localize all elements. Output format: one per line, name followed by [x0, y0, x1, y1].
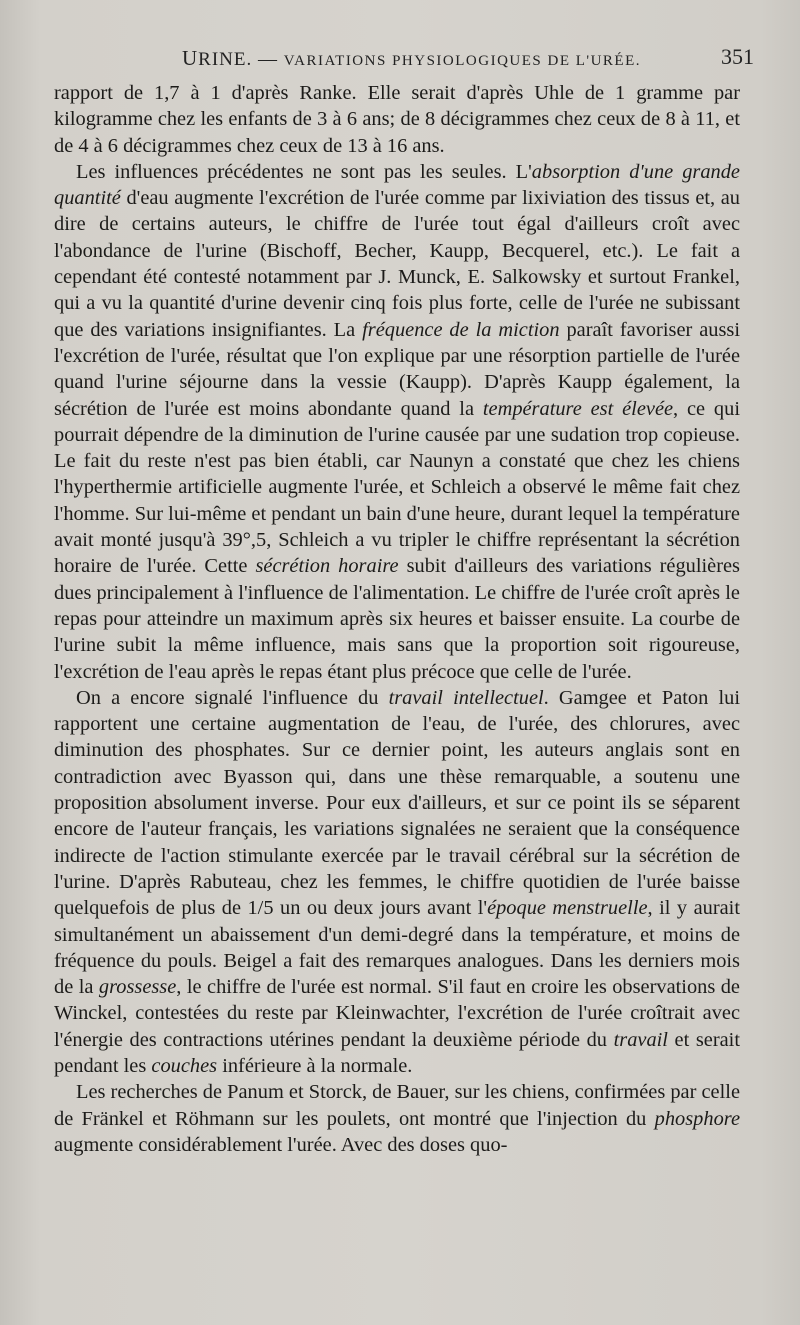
- paragraph: [54, 159, 740, 685]
- text-run: d'eau augmente l'excrétion de l'urée comme par lixiviation des tissus et, au dire de certains auteurs, le chiffre de l'urée tout égal d'ailleurs croît avec l'abondance de l'urine (Bischoff, Becher, Kaupp, Becquerel, etc.). Le fait a cependant été contesté notamment par J. Munck, E. Salkowsky et surtout Frankel, qui a vu la quantité d'urine devenir cinq fois plus forte, celle de l'urée ne subissant que des variations insignifiantes. La: [54, 187, 740, 341]
- italic-term: température est élevée: [482, 397, 674, 420]
- text-run: augmente considérablement l'urée. Avec des doses quo-: [54, 1133, 508, 1156]
- italic-term: couches: [151, 1054, 218, 1077]
- running-title-dash: —: [258, 49, 278, 70]
- text-run: , ce qui pourrait dépendre de la diminution de l'urine causée par une sudation trop copieuse. Le fait du reste n'est pas bien établi, car Naunyn a constaté que chez les chiens l'hyperthermie artificielle augmente l'urée, et Schleich a observé le même fait chez l'homme. Sur lui-même et pendant un bain d'une heure, durant lequel la température avait monté jusqu'à 39°,5, Schleich a vu tripler le chiffre représentant la sécrétion horaire de l'urée. Cette: [54, 397, 740, 578]
- body-text: [54, 80, 740, 1158]
- italic-term: sécrétion horaire: [255, 555, 399, 578]
- page-number: 351: [721, 44, 754, 69]
- text-run: subit d'ailleurs des variations régulières dues principalement à l'influence de l'alimentation. Le chiffre de l'urée croît après le repas pour atteindre un maximum après six heures et baisser ensuite. La courbe de l'urine subit la même influence, mais sans que la proportion soit rigoureuse, l'excrétion de l'eau après le repas étant plus précoce que celle de l'urée.: [54, 555, 740, 683]
- running-title-subject: VARIATIONS PHYSIOLOGIQUES DE L'URÉE.: [283, 53, 642, 69]
- italic-term: grossesse: [98, 976, 177, 999]
- paragraph: [54, 685, 740, 1079]
- text-run: rapport de 1,7 à 1 d'après Ranke. Elle serait d'après Uhle de 1 gramme par kilogramme chez les enfants de 3 à 6 ans; de 8 décigrammes chez ceux de 8 à 11, et de 4 à 6 décigrammes chez ceux de 13 à 16 ans.: [54, 82, 740, 157]
- running-title-initial: U: [182, 46, 199, 70]
- text-run: . Gamgee et Paton lui rapportent une certaine augmentation de l'eau, de l'urée, des chlorures, avec diminution des phosphates. Sur ce dernier point, les auteurs anglais sont en contradiction avec Byasson qui, dans une thèse remarquable, a soutenu une proposition absolument inverse. Pour eux d'ailleurs, et sur ce point ils se séparent encore de l'auteur français, les variations signalées ne seraient que la conséquence indirecte de l'action stimulante exercée par le travail cérébral sur la sécrétion de l'urine. D'après Rabuteau, chez les femmes, le chiffre quotidien de l'urée baisse quelquefois de plus de 1/5 un ou deux jours avant l': [54, 686, 740, 920]
- text-run: , le chiffre de l'urée est normal. S'il faut en croire les observations de Winckel, contestées du reste par Kleinwachter, l'excrétion de l'urée croîtrait avec l'énergie des contractions utérines pendant la deuxième période du: [54, 976, 740, 1051]
- text-run: inférieure à la normale.: [217, 1054, 413, 1077]
- running-title: [182, 46, 641, 71]
- text-run: Les recherches de Panum et Storck, de Bauer, sur les chiens, confirmées par celle de Fränkel et Röhmann sur les poulets, ont montré que l'injection du: [54, 1081, 740, 1130]
- text-run: , il y aurait simultanément un abaissement d'un demi-degré dans la température, et moins de fréquence du pouls. Beigel a fait des remarques analogues. Dans les derniers mois de la: [54, 897, 740, 999]
- text-run: et serait pendant les: [54, 1028, 740, 1077]
- text-run: Les influences précédentes ne sont pas les seules. L': [76, 160, 532, 183]
- italic-term: absorption d'une grande quantité: [54, 160, 740, 210]
- italic-term: travail: [613, 1028, 668, 1051]
- paragraph: [54, 80, 740, 159]
- italic-term: époque menstruelle: [487, 897, 648, 920]
- text-run: paraît favoriser aussi l'excrétion de l'urée, résultat que l'on explique par une résorption partielle de l'urée quand l'urine séjourne dans la vessie (Kaupp). D'après Kaupp également, la sécrétion de l'urée est moins abondante quand la: [54, 318, 740, 420]
- page-header: [52, 40, 752, 76]
- running-title-word: RINE.: [198, 49, 253, 70]
- text-run: On a encore signalé l'influence du: [76, 686, 389, 709]
- paragraph: [54, 1079, 740, 1158]
- italic-term: travail intellectuel: [388, 686, 544, 709]
- italic-term: fréquence de la miction: [362, 318, 560, 341]
- italic-term: phosphore: [654, 1107, 740, 1130]
